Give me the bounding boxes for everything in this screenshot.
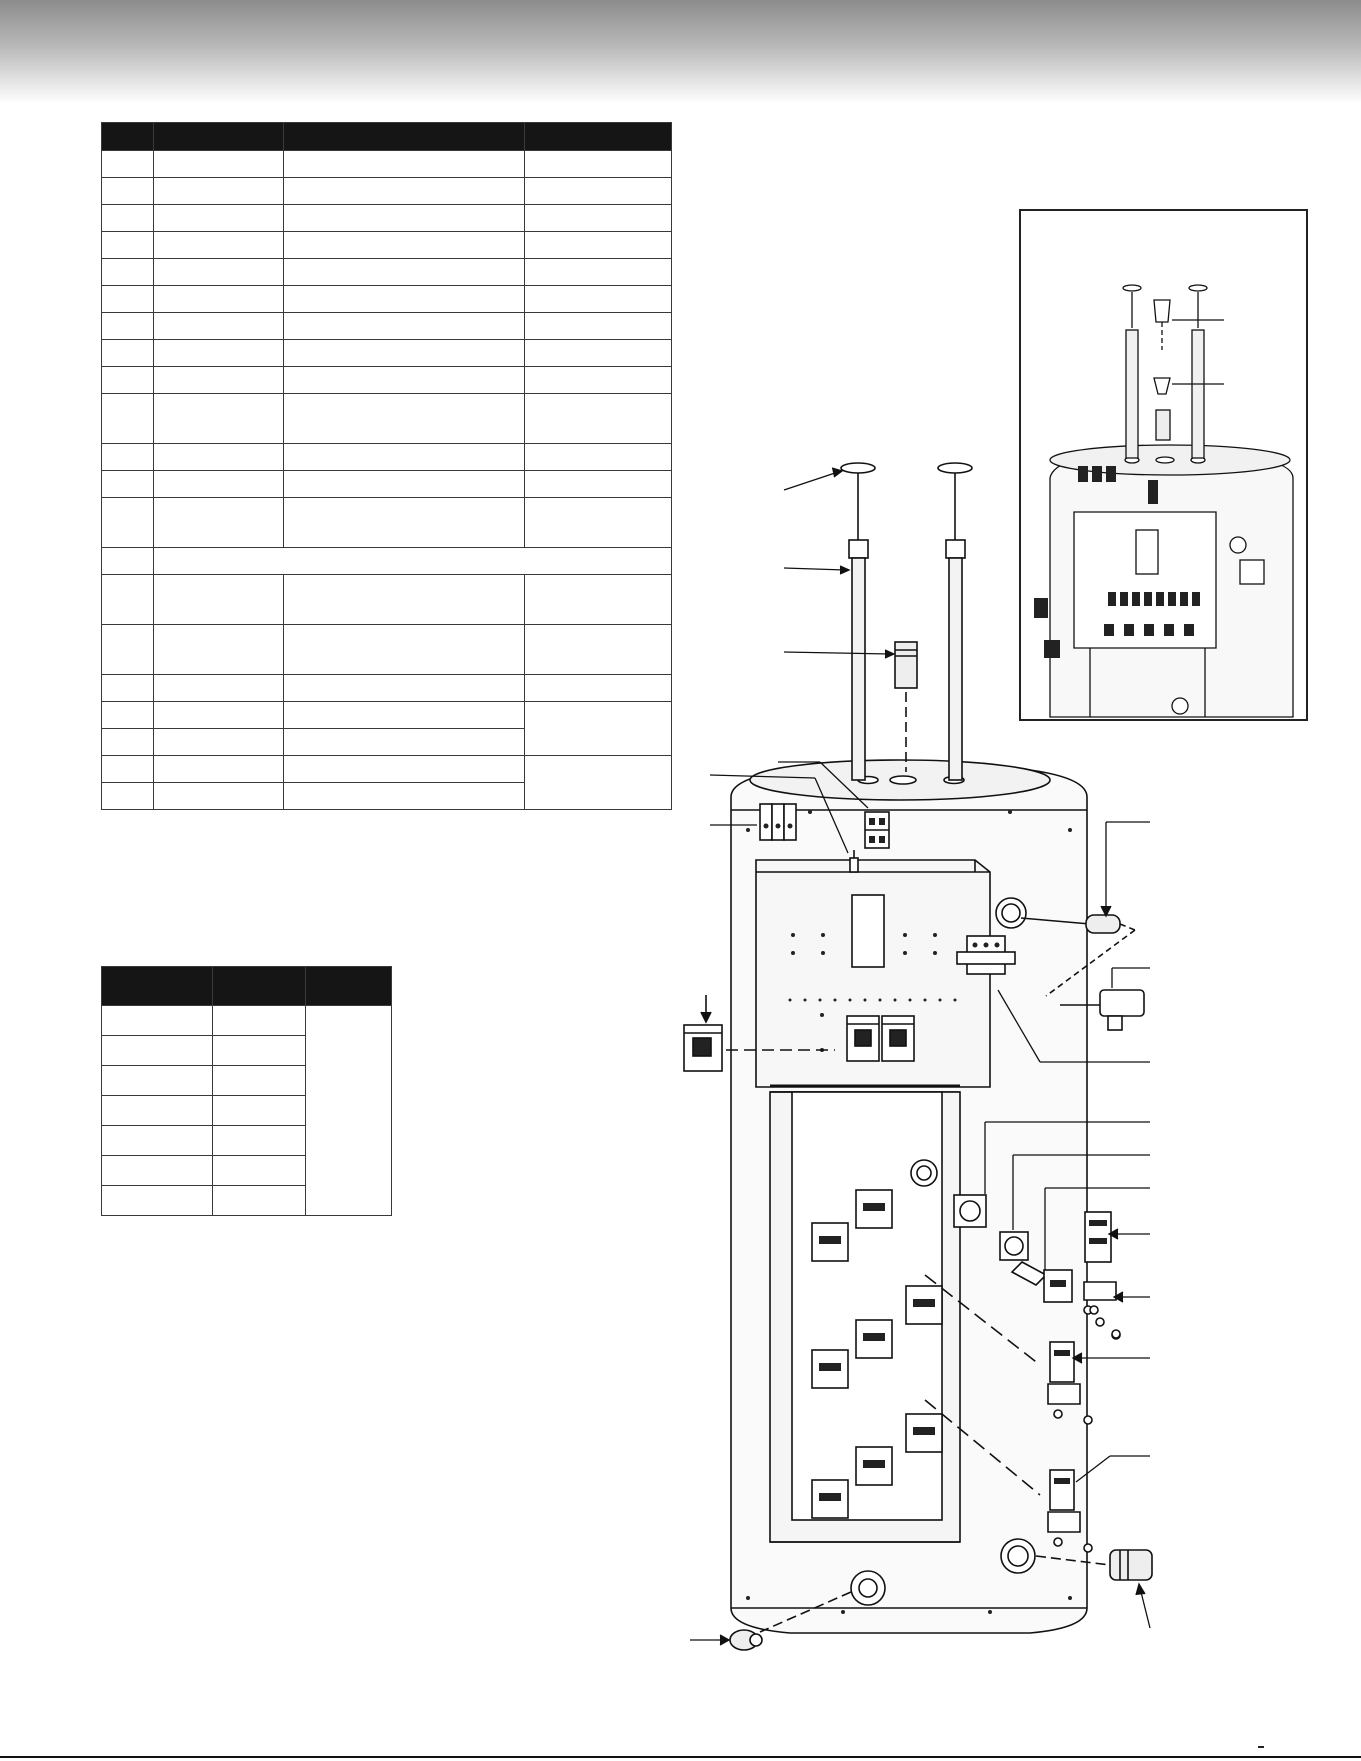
terminal-block-left: [760, 804, 796, 840]
drain-port: [851, 1571, 885, 1605]
control-panel-box: [756, 860, 990, 1092]
relief-valve-port: [996, 898, 1026, 928]
terminal-block-right: [865, 812, 889, 848]
inlet-port: [1001, 1539, 1035, 1573]
page-number-mark: [1258, 1746, 1264, 1748]
footer-rule: [0, 1756, 1361, 1758]
anode-nipple: [895, 642, 917, 772]
inset-tank-detail: [1034, 285, 1293, 717]
dip-tube-pipes: [841, 463, 972, 780]
side-port-fitting: [911, 1160, 937, 1186]
